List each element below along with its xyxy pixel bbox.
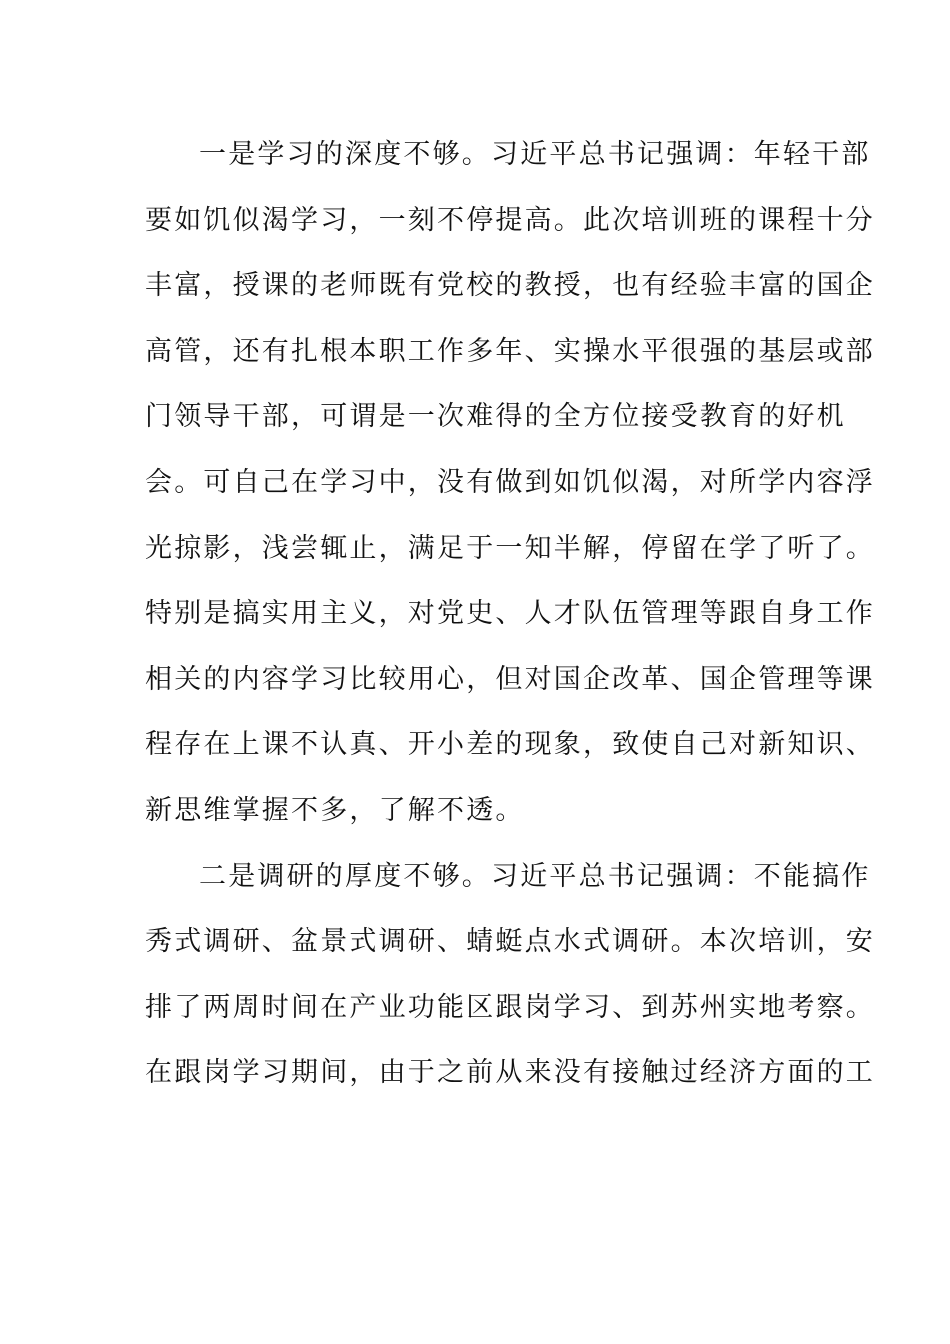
paragraph-line: 二是调研的厚度不够。习近平总书记强调：不能搞作	[199, 860, 871, 892]
paragraph-line: 光掠影，浅尝辄止，满足于一知半解，停留在学了听了。	[145, 532, 875, 564]
paragraph-line: 秀式调研、盆景式调研、蜻蜓点水式调研。本次培训，安	[145, 926, 875, 958]
document-body	[145, 128, 875, 1112]
paragraph-line: 高管，还有扎根本职工作多年、实操水平很强的基层或部	[145, 335, 875, 367]
paragraph-line: 在跟岗学习期间，由于之前从来没有接触过经济方面的工	[145, 1057, 875, 1089]
paragraph-line: 相关的内容学习比较用心，但对国企改革、国企管理等课	[145, 663, 875, 695]
paragraph-line: 丰富，授课的老师既有党校的教授，也有经验丰富的国企	[145, 270, 875, 302]
paragraph-line: 特别是搞实用主义，对党史、人才队伍管理等跟自身工作	[145, 598, 875, 630]
paragraph-line: 程存在上课不认真、开小差的现象，致使自己对新知识、	[145, 729, 875, 761]
paragraph-2	[145, 850, 875, 1100]
paragraph-line: 要如饥似渴学习，一刻不停提高。此次培训班的课程十分	[145, 204, 875, 236]
paragraph-line: 排了两周时间在产业功能区跟岗学习、到苏州实地考察。	[145, 991, 875, 1023]
paragraph-line: 一是学习的深度不够。习近平总书记强调：年轻干部	[199, 139, 871, 170]
paragraph-line: 门领导干部，可谓是一次难得的全方位接受教育的好机	[145, 401, 846, 433]
paragraph-1	[145, 128, 875, 837]
paragraph-line: 新思维掌握不多，了解不透。	[145, 794, 525, 826]
paragraph-line: 会。可自己在学习中，没有做到如饥似渴，对所学内容浮	[145, 466, 875, 498]
